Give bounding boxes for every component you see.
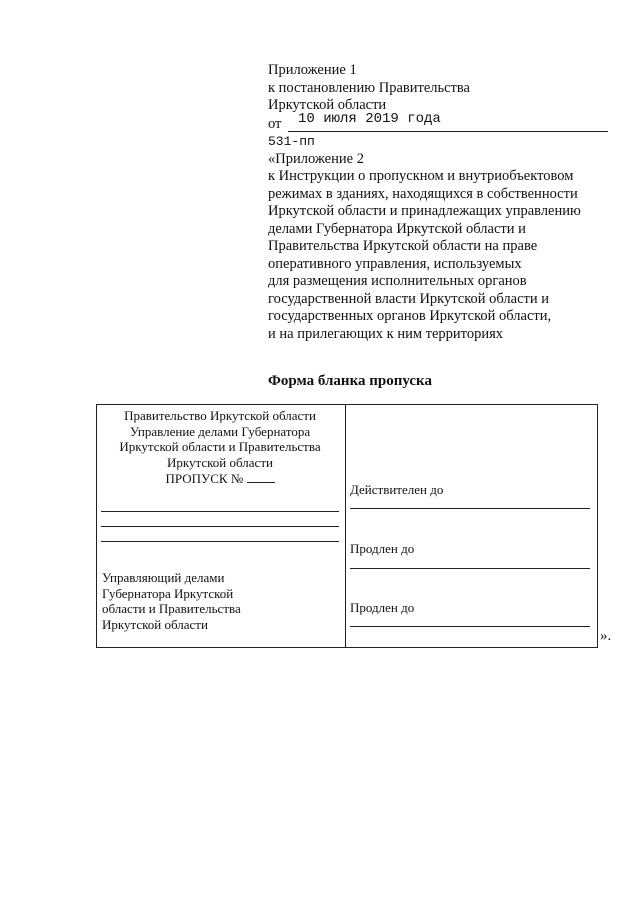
appendix-line-4: Иркутской области и принадлежащих управлению <box>268 203 581 219</box>
holder-blank-line-2 <box>101 526 339 527</box>
issuer-line-3: Иркутской области и Правительства <box>119 439 321 454</box>
issuer-line-4: Иркутской области <box>167 454 273 470</box>
pass-number-blank <box>247 470 275 483</box>
header-line-2: к постановлению Правительства <box>268 79 470 96</box>
appendix-line-9: государственной власти Иркутской области и <box>268 290 550 307</box>
date-prefix: от <box>268 115 282 132</box>
extended-until-label-2: Продлен до <box>350 600 415 615</box>
appendix-line-2: к Инструкции о пропускном и внутриобъектовом <box>268 168 574 184</box>
header-line-3: Иркутской области <box>268 97 387 113</box>
appendix-line-1: «Приложение 2 <box>268 150 364 167</box>
extended-until-blank-1 <box>350 568 590 569</box>
form-title: Форма бланка пропуска <box>268 373 432 389</box>
decree-date: 10 июля 2019 года <box>298 110 441 127</box>
signatory-block <box>102 570 241 632</box>
pass-form-column-divider <box>345 404 346 648</box>
appendix-line-11: и на прилегающих к ним территориях <box>268 325 504 342</box>
appendix-line-3: режимах в зданиях, находящихся в собственности <box>268 185 578 202</box>
appendix-header <box>268 62 618 343</box>
pass-label: ПРОПУСК № <box>165 471 244 486</box>
appendix-line-5: делами Губернатора Иркутской области и <box>268 220 526 237</box>
issuer-block <box>100 408 340 487</box>
holder-blank-line-1 <box>101 511 339 512</box>
signatory-line-4: Иркутской области <box>102 616 208 632</box>
signatory-line-3: области и Правительства <box>102 601 241 616</box>
appendix-line-6: Правительства Иркутской области на праве <box>268 238 538 254</box>
appendix-line-7: оперативного управления, используемых <box>268 255 522 272</box>
issuer-line-2: Управление делами Губернатора <box>129 423 311 439</box>
date-row <box>268 110 618 133</box>
header-line-1: Приложение 1 <box>268 62 357 78</box>
decree-number: 531-пп <box>268 133 315 149</box>
signatory-line-2: Губернатора Иркутской <box>102 585 234 601</box>
holder-blank-line-3 <box>101 541 339 542</box>
closing-quote: ». <box>600 628 612 644</box>
valid-until-label: Действителен до <box>350 482 444 497</box>
extended-until-blank-2 <box>350 626 590 627</box>
appendix-line-8: для размещения исполнительных органов <box>268 273 527 289</box>
issuer-line-1: Правительство Иркутской области <box>124 408 316 423</box>
valid-until-blank <box>350 508 590 509</box>
pass-number-line <box>100 470 340 487</box>
extended-until-label-1: Продлен до <box>350 541 415 556</box>
appendix-line-10: государственных органов Иркутской области, <box>268 308 552 324</box>
signatory-line-1: Управляющий делами <box>102 570 225 585</box>
date-underline <box>288 131 608 132</box>
